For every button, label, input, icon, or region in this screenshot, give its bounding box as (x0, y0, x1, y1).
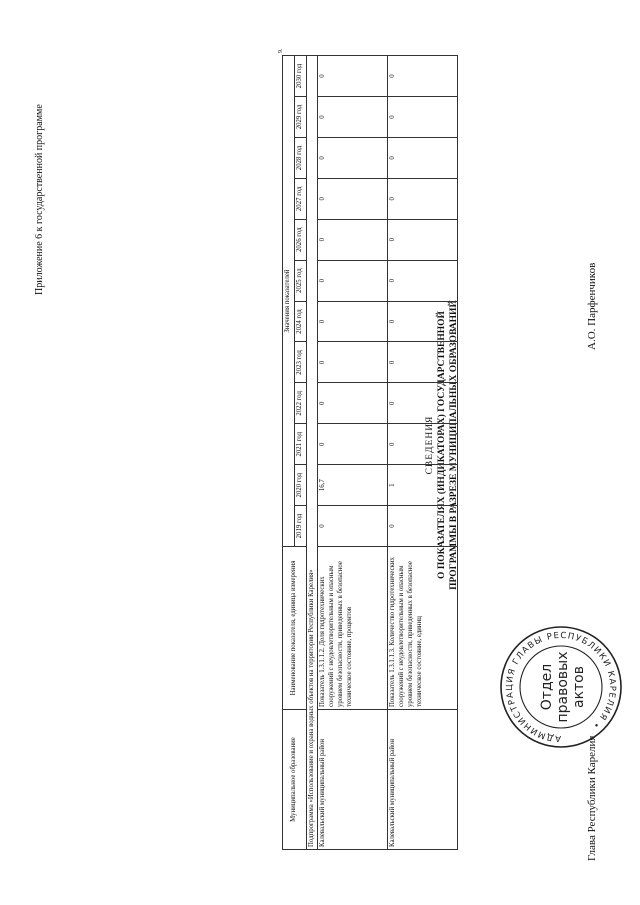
value-cell: 0 (388, 56, 458, 97)
value-cell: 0 (388, 301, 458, 342)
value-cell: 0 (388, 342, 458, 383)
year-header: 2029 год (294, 97, 306, 138)
stamp-line-2: правовых (555, 651, 571, 723)
value-cell: 0 (388, 219, 458, 260)
table-header-row (283, 56, 295, 850)
value-cell: 0 (318, 424, 388, 465)
year-header: 2020 год (294, 465, 306, 506)
value-cell: 0 (318, 383, 388, 424)
value-cell: 16,7 (318, 465, 388, 506)
stamp-line-3: актов (571, 665, 587, 709)
municipality-cell: Калевальский муниципальный район (318, 710, 388, 850)
value-cell: 0 (318, 97, 388, 138)
year-header: 2023 год (294, 342, 306, 383)
header-municipality: Муниципальное образование (283, 710, 307, 850)
table-row (388, 56, 458, 850)
header-indicator: Наименование показателя, единица измерения (283, 547, 307, 710)
value-cell: 0 (388, 424, 458, 465)
value-cell: 0 (388, 137, 458, 178)
year-header: 2028 год (294, 137, 306, 178)
value-cell: 0 (388, 506, 458, 547)
value-cell: 0 (318, 342, 388, 383)
corner-mark: 9. (278, 48, 284, 53)
value-cell: 0 (318, 301, 388, 342)
year-header: 2027 год (294, 178, 306, 219)
value-cell: 0 (318, 137, 388, 178)
year-header: 2026 год (294, 219, 306, 260)
signer-name: А.О. Парфенчиков (586, 262, 598, 350)
indicator-cell: Показатель 1.3.1.1.3. Количество гидротехнических сооружений с неудовлетворительным и опасным уровнем безопасности, приведенных в безопасное техническое состояние, единиц (388, 547, 458, 710)
indicator-cell: Показатель 1.3.1.1.2. Доля гидротехнических сооружений с неудовлетворительным и опасным уровнем безопасности, приведенных в безопасное техническое состояние, процентов (318, 547, 388, 710)
appendix-note: Приложение 6 к государственной программе (34, 104, 45, 295)
year-header: 2030 год (294, 56, 306, 97)
year-header: 2024 год (294, 301, 306, 342)
municipality-cell: Калевальский муниципальный район (388, 710, 458, 850)
value-cell: 0 (318, 219, 388, 260)
header-values: Значения показателей (283, 56, 295, 547)
value-cell: 0 (388, 383, 458, 424)
table-row (318, 56, 388, 850)
indicators-table (282, 55, 458, 850)
signer-position: Глава Республики Карелия (586, 735, 598, 861)
stamp-line-1: Отдел (539, 663, 555, 711)
year-header: 2019 год (294, 506, 306, 547)
year-header: 2022 год (294, 383, 306, 424)
value-cell: 0 (388, 178, 458, 219)
value-cell: 0 (318, 178, 388, 219)
section-row (306, 56, 318, 850)
year-header: 2021 год (294, 424, 306, 465)
value-cell: 0 (388, 260, 458, 301)
value-cell: 0 (318, 260, 388, 301)
title-line-1: СВЕДЕНИЯ (425, 415, 435, 475)
stamp-ring-text: АДМИНИСТРАЦИЯ ГЛАВЫ РЕСПУБЛИКИ КАРЕЛИЯ • (504, 630, 618, 744)
value-cell: 0 (318, 506, 388, 547)
value-cell: 0 (388, 97, 458, 138)
title-line-2: О ПОКАЗАТЕЛЯХ (ИНДИКАТОРАХ) ГОСУДАРСТВЕННОЙ (436, 311, 447, 579)
title-line-3: ПРОГРАММЫ В РАЗРЕЗЕ МУНИЦИПАЛЬНЫХ ОБРАЗОВАНИЙ (448, 300, 459, 590)
value-cell: 0 (318, 56, 388, 97)
value-cell: 1 (388, 465, 458, 506)
subprogram-title: Подпрограмма «Использование и охрана водных объектов на территории Республики Карелия» (306, 56, 318, 850)
year-header: 2025 год (294, 260, 306, 301)
official-stamp (498, 624, 624, 750)
